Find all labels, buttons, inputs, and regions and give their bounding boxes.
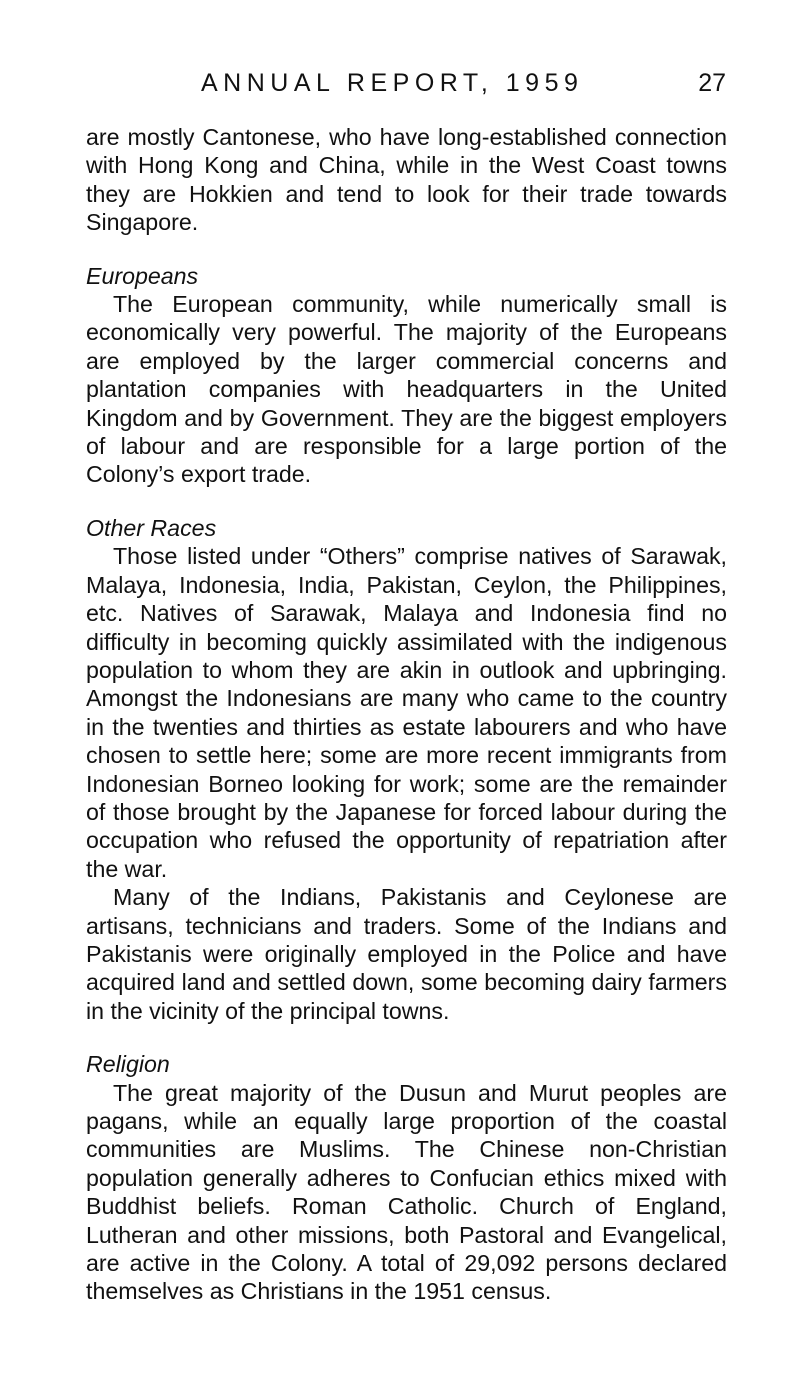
- body-text: [86, 123, 727, 1306]
- running-title: ANNUAL REPORT, 1959: [201, 69, 584, 97]
- section-heading-religion: Religion: [86, 1051, 170, 1078]
- intro-paragraph: are mostly Cantonese, who have long-established connection with Hong Kong and China, while in the West Coast towns they are Hokkien and tend to look for their trade towards Singapore.: [86, 124, 727, 236]
- section-gap: [86, 489, 727, 514]
- section-heading-other-races: Other Races: [86, 514, 217, 541]
- europeans-paragraph: The European community, while numerically small is economically very powerful. The majority of the Europeans are employed by the larger commercial concerns and plantation companies with headquarters in the United Kingdom and by Government. They are the biggest employers of labour and are responsible for a large portion of the Colony’s export trade.: [86, 291, 727, 488]
- religion-paragraph: The great majority of the Dusun and Murut peoples are pagans, while an equally large proportion of the coastal communities are Muslims. The Chinese non-Christian population generally adheres to Confucian ethics mixed with Buddhist beliefs. Roman Catholic. Church of England, Lutheran and other missions, both Pastoral and Evangelical, are active in the Colony. A total of 29,092 persons declared themselves as Christians in the 1951 census.: [86, 1079, 727, 1305]
- other-races-paragraph-1: Those listed under “Others” comprise natives of Sarawak, Malaya, Indonesia, India, Pakistan, Ceylon, the Philippines, etc. Natives of Sarawak, Malaya and Indonesia find no difficulty in becoming quickly assimilated with the indigenous population to whom they are akin in outlook and upbringing. Amongst the Indonesians are many who came to the country in the twenties and thirties as estate labourers and who have chosen to settle here; some are more recent immigrants from Indonesian Borneo looking for work; some are the remainder of those brought by the Japanese for forced labour during the occupation who refused the opportunity of repatriation after the war.: [86, 543, 727, 882]
- other-races-paragraph-2: Many of the Indians, Pakistanis and Ceylonese are artisans, technicians and traders. Some of the Indians and Pakistanis were originally employed in the Police and have acquired land and settled down, some becoming dairy farmers in the vicinity of the principal towns.: [86, 884, 727, 1024]
- section-heading-europeans: Europeans: [86, 262, 199, 289]
- section-gap: [86, 237, 727, 262]
- section-gap: [86, 1025, 727, 1050]
- page-number: 27: [698, 69, 726, 97]
